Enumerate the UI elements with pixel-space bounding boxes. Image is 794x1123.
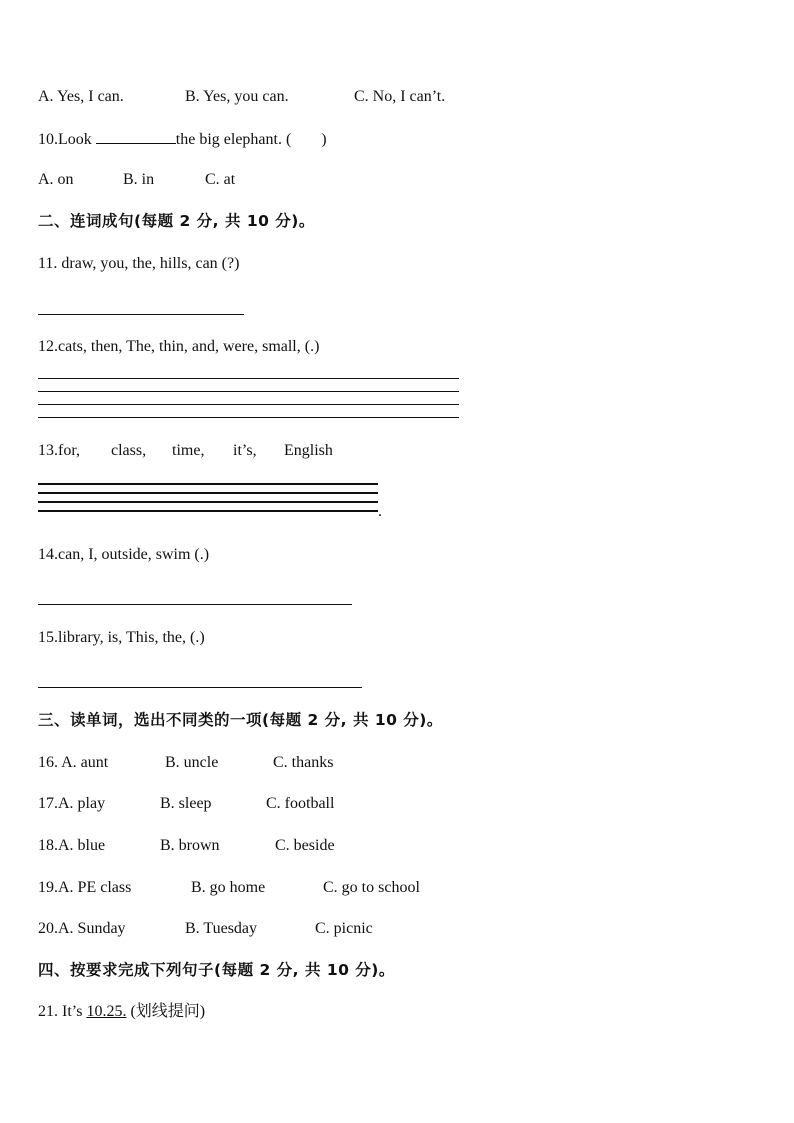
question-12: 12.cats, then, The, thin, and, were, small, (.) [38, 338, 320, 355]
answer-line[interactable] [38, 404, 459, 405]
section-4-heading: 四、按要求完成下列句子(每题 2 分, 共 10 分)。 [38, 961, 395, 979]
answer-line[interactable] [38, 492, 378, 494]
question-21 [38, 1002, 205, 1022]
option-a: 16. A. aunt [38, 754, 109, 771]
underlined-answer: 10.25. [86, 1003, 127, 1020]
option-b: B. go home [191, 879, 266, 896]
answer-blank[interactable] [96, 129, 176, 144]
word: 13.for, [38, 442, 81, 459]
answer-line[interactable] [38, 483, 378, 485]
answer-line[interactable] [38, 417, 459, 418]
answer-line[interactable] [38, 391, 459, 392]
question-11: 11. draw, you, the, hills, can (?) [38, 255, 240, 272]
option-a: A. Yes, I can. [38, 88, 124, 105]
option-b: B. uncle [165, 754, 219, 771]
answer-line[interactable] [38, 378, 459, 379]
option-a: 17.A. play [38, 795, 106, 812]
option-b: B. brown [160, 837, 220, 854]
option-b: B. sleep [160, 795, 212, 812]
answer-line[interactable] [38, 604, 352, 605]
answer-line[interactable] [38, 687, 362, 688]
question-21-prefix: 21. It’s [38, 1003, 87, 1020]
word: class, [111, 442, 147, 459]
section-2-heading: 二、连词成句(每题 2 分, 共 10 分)。 [38, 212, 315, 230]
option-c: C. go to school [323, 879, 420, 896]
option-a: 20.A. Sunday [38, 920, 126, 937]
word: English [284, 442, 333, 459]
option-c: C. No, I can’t. [354, 88, 446, 105]
option-b: B. Yes, you can. [185, 88, 289, 105]
option-c: C. football [266, 795, 335, 812]
question-15: 15.library, is, This, the, (.) [38, 629, 205, 646]
option-a: 18.A. blue [38, 837, 106, 854]
question-14: 14.can, I, outside, swim (.) [38, 546, 210, 563]
question-10-prefix: 10.Look [38, 131, 96, 148]
option-b: B. in [123, 171, 155, 188]
question-10-close: ) [321, 131, 327, 148]
word: time, [172, 442, 205, 459]
question-21-suffix: (划线提问) [126, 1003, 206, 1020]
answer-line[interactable] [38, 510, 378, 512]
section-3-heading: 三、读单词，选出不同类的一项(每题 2 分, 共 10 分)。 [38, 711, 443, 729]
word: it’s, [233, 442, 257, 459]
option-c: C. picnic [315, 920, 373, 937]
option-c: C. at [205, 171, 236, 188]
option-b: B. Tuesday [185, 920, 258, 937]
option-a: A. on [38, 171, 74, 188]
period-mark: . [378, 503, 382, 520]
question-10 [38, 129, 327, 150]
option-c: C. thanks [273, 754, 334, 771]
answer-line[interactable] [38, 314, 244, 315]
answer-line[interactable] [38, 501, 378, 503]
option-c: C. beside [275, 837, 335, 854]
option-a: 19.A. PE class [38, 879, 132, 896]
question-10-suffix: the big elephant. ( [175, 131, 292, 148]
